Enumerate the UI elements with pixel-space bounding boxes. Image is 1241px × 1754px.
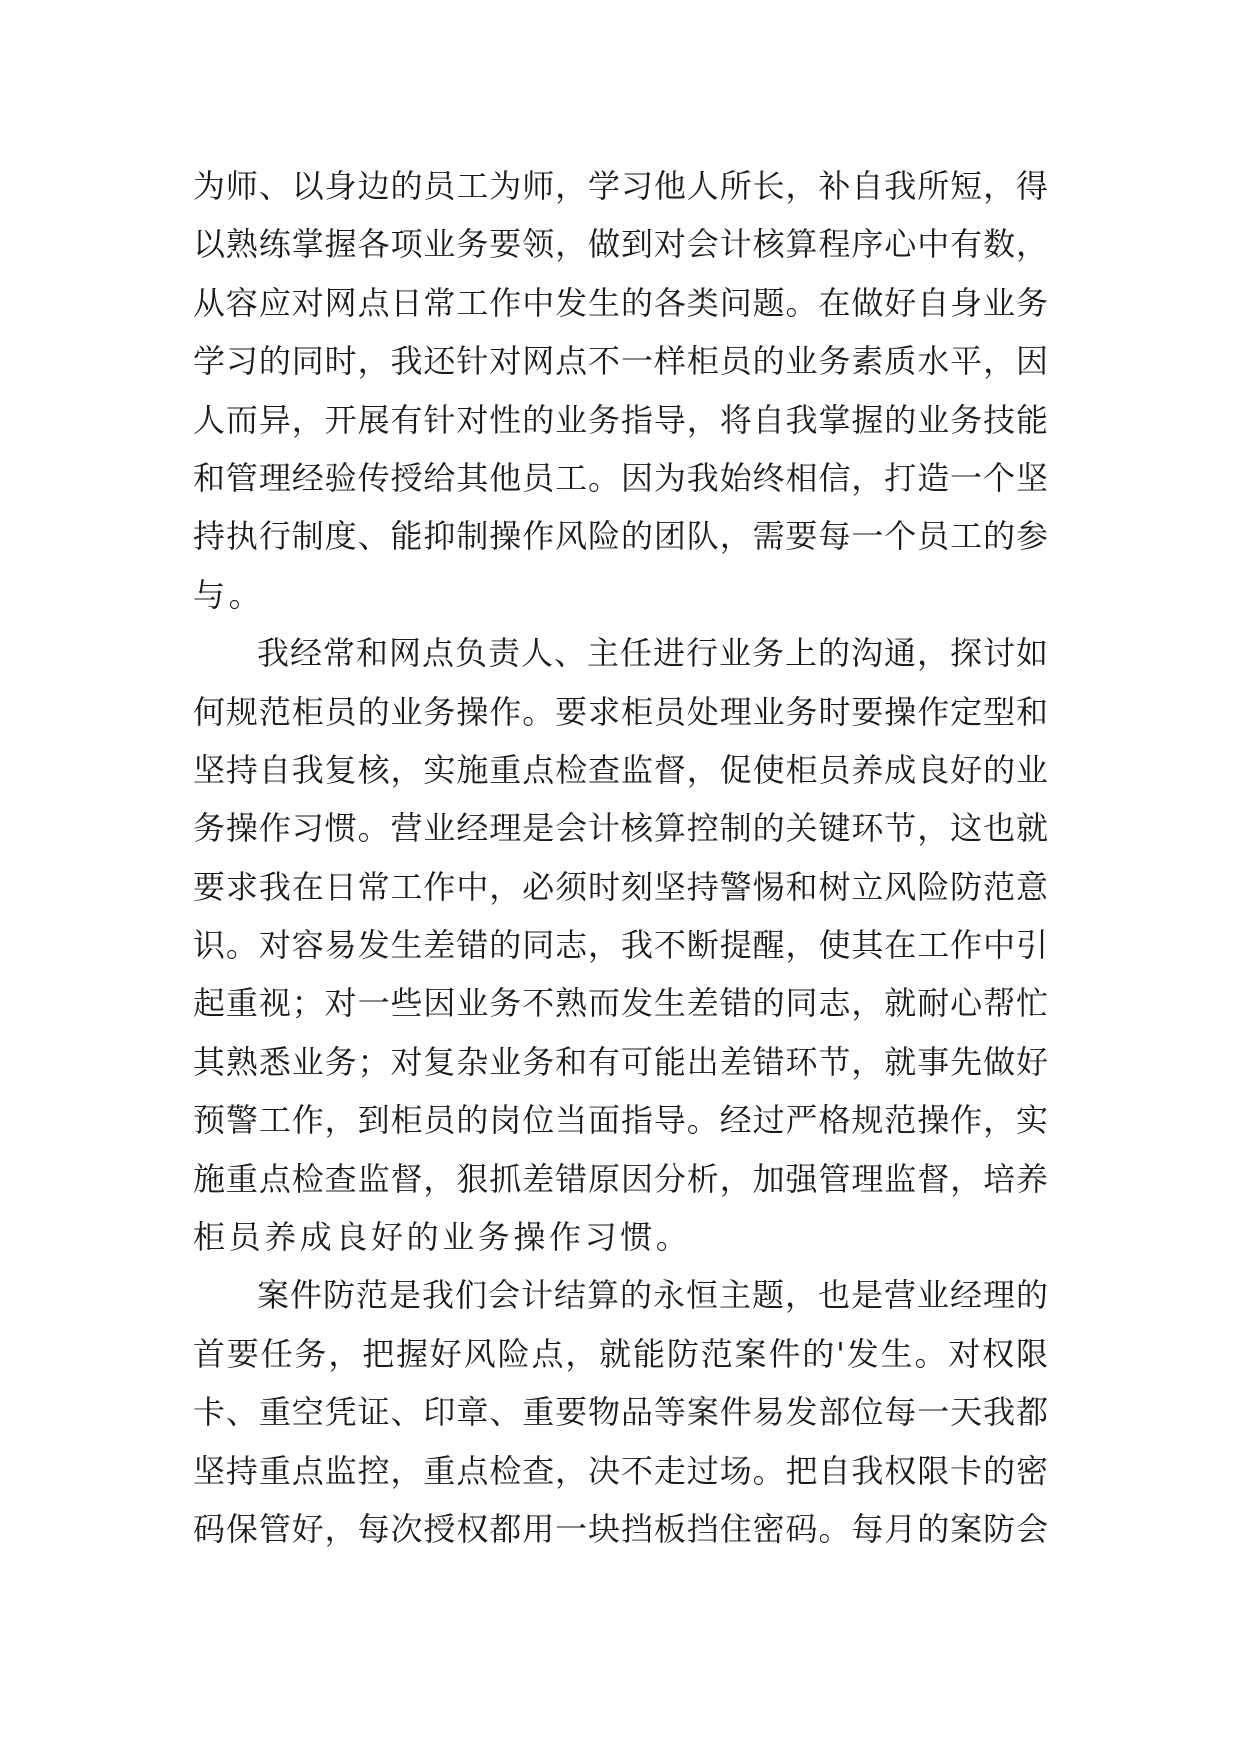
text-line: 识。对容易发生差错的同志，我不断提醒，使其在工作中引 xyxy=(193,926,1048,965)
text-line: 施重点检查监督，狠抓差错原因分析，加强管理监督，培养 xyxy=(193,1159,1048,1198)
text-line: 柜员养成良好的业务操作习惯。 xyxy=(193,1218,692,1257)
paragraph-2 xyxy=(193,624,1048,1266)
text-line: 预警工作，到柜员的岗位当面指导。经过严格规范操作，实 xyxy=(193,1101,1048,1140)
text-line: 坚持自我复核，实施重点检查监督，促使柜员养成良好的业 xyxy=(193,750,1048,789)
text-line: 我经常和网点负责人、主任进行业务上的沟通，探讨如 xyxy=(257,634,1048,673)
text-line: 起重视；对一些因业务不熟而发生差错的同志，就耐心帮忙 xyxy=(193,984,1048,1023)
text-line: 以熟练掌握各项业务要领，做到对会计核算程序心中有数， xyxy=(193,225,1048,264)
text-line: 学习的同时，我还针对网点不一样柜员的业务素质水平，因 xyxy=(193,342,1048,381)
body-text xyxy=(193,157,1048,1558)
text-line: 卡、重空凭证、印章、重要物品等案件易发部位每一天我都 xyxy=(193,1393,1048,1432)
text-line: 与。 xyxy=(193,575,265,614)
text-line: 要求我在日常工作中，必须时刻坚持警惕和树立风险防范意 xyxy=(193,867,1048,906)
text-line: 持执行制度、能抑制操作风险的团队，需要每一个员工的参 xyxy=(193,517,1048,556)
text-line: 人而异，开展有针对性的业务指导，将自我掌握的业务技能 xyxy=(193,400,1048,439)
text-line: 首要任务，把握好风险点，就能防范案件的'发生。对权限 xyxy=(193,1334,1048,1373)
text-line: 码保管好，每次授权都用一块挡板挡住密码。每月的案防会 xyxy=(193,1509,1048,1548)
paragraph-1 xyxy=(193,157,1048,624)
text-line: 坚持重点监控，重点检查，决不走过场。把自我权限卡的密 xyxy=(193,1451,1048,1490)
text-line: 为师、以身边的员工为师，学习他人所长，补自我所短，得 xyxy=(193,167,1048,205)
text-line: 何规范柜员的业务操作。要求柜员处理业务时要操作定型和 xyxy=(193,692,1048,731)
text-line: 务操作习惯。营业经理是会计核算控制的关键环节，这也就 xyxy=(193,809,1048,848)
text-line: 从容应对网点日常工作中发生的各类问题。在做好自身业务 xyxy=(193,283,1048,322)
text-line: 案件防范是我们会计结算的永恒主题，也是营业经理的 xyxy=(257,1276,1048,1315)
text-line: 其熟悉业务；对复杂业务和有可能出差错环节，就事先做好 xyxy=(193,1042,1048,1081)
paragraph-3 xyxy=(193,1266,1048,1558)
text-line: 和管理经验传授给其他员工。因为我始终相信，打造一个坚 xyxy=(193,458,1048,497)
